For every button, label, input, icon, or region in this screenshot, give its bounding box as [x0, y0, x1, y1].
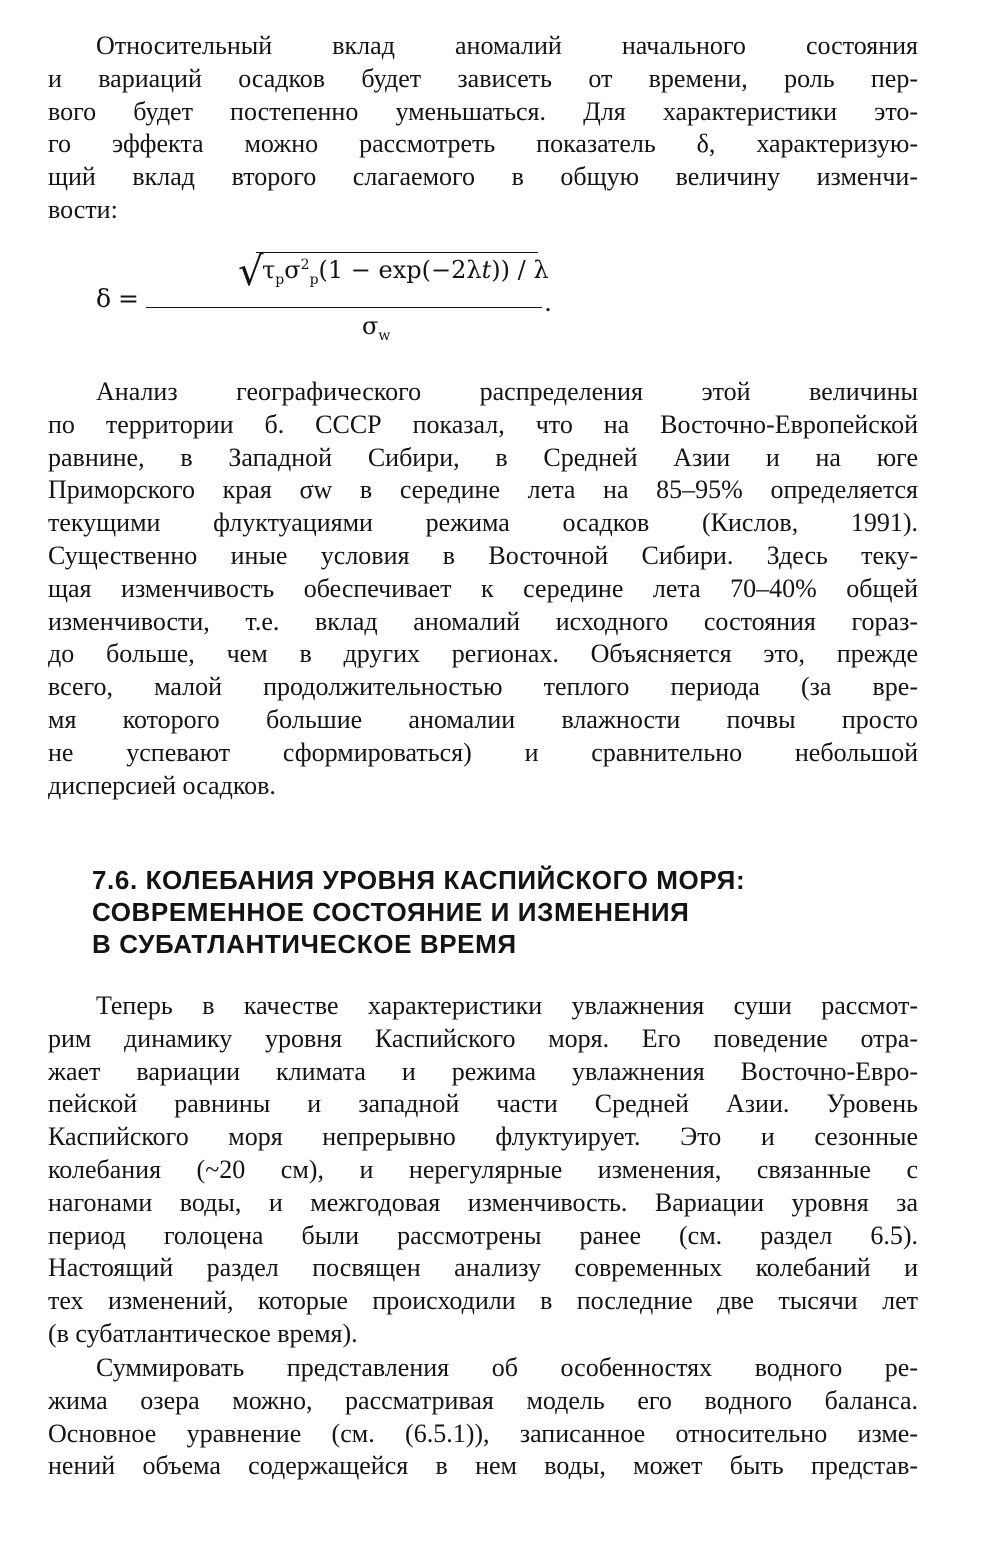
text-line: Каспийского моря непрерывно флуктуирует. Это и сезонные [48, 1122, 918, 1152]
text-line: Приморского края σw в середине лета на 85–95% определяется [48, 475, 918, 505]
sqrt-icon: √ [238, 249, 264, 295]
text-line: щая изменчивость обеспечивает к середине лета 70–40% общей [48, 573, 918, 603]
paragraph-4 [48, 1352, 918, 1483]
section-heading [92, 864, 892, 960]
text-line: дисперсией осадков. [48, 770, 276, 800]
text-line: жает вариации климата и режима увлажнения Восточно-Евро- [48, 1056, 918, 1086]
text-line: Анализ географического распределения этой величины [96, 377, 918, 406]
fraction-bar [146, 307, 542, 308]
text-line: Существенно иные условия в Восточной Сибири. Здесь теку- [48, 540, 918, 570]
formula-denominator: $\sigma_w$ [362, 312, 391, 344]
text-line: текущими флуктуациями режима осадков (Кислов, 1991). [48, 508, 918, 538]
text-line: равнине, в Западной Сибири, в Средней Азии и на юге [48, 442, 918, 472]
heading-line: В СУБАТЛАНТИЧЕСКОЕ ВРЕМЯ [92, 929, 517, 959]
heading-line: СОВРЕМЕННОЕ СОСТОЯНИЕ И ИЗМЕНЕНИЯ [92, 897, 690, 927]
heading-line: 7.6. КОЛЕБАНИЯ УРОВНЯ КАСПИЙСКОГО МОРЯ: [92, 865, 746, 895]
text-line: нений объема содержащейся в нем воды, может быть представ- [48, 1451, 918, 1481]
formula-numerator: $\tau_p\sigma^2_p(1 - \exp(-2\lambda t)) / \lambda$ [262, 256, 549, 288]
text-line: го эффекта можно рассмотреть показатель δ, характеризую- [48, 129, 918, 159]
formula-lhs: δ [96, 284, 112, 313]
text-line: изменчивости, т.е. вклад аномалий исходного состояния гораз- [48, 606, 918, 636]
text-line: мя которого большие аномалии влажности почвы просто [48, 704, 918, 734]
paragraph-1 [48, 30, 918, 227]
paragraph-3 [48, 990, 918, 1351]
text-line: и вариаций осадков будет зависеть от времени, роль пер- [48, 63, 918, 93]
formula-terminator: . [544, 288, 552, 317]
text-line: Суммировать представления об особенностях водного ре- [96, 1353, 918, 1382]
sqrt-overline [256, 252, 538, 253]
text-line: Настоящий раздел посвящен анализу современных колебаний и [48, 1253, 918, 1283]
text-line: Теперь в качестве характеристики увлажнения суши рассмот- [96, 991, 918, 1020]
delta-formula [96, 244, 552, 354]
text-line: не успевают сформироваться) и сравнительно небольшой [48, 737, 918, 767]
text-line: вости: [48, 194, 118, 224]
text-line: жима озера можно, рассматривая модель его водного баланса. [48, 1385, 918, 1415]
text-line: Относительный вклад аномалий начального состояния [96, 31, 918, 60]
text-line: (в субатлантическое время). [48, 1318, 358, 1348]
text-line: рим динамику уровня Каспийского моря. Его поведение отра- [48, 1023, 918, 1053]
formula-equals: = [118, 284, 139, 313]
text-line: тех изменений, которые происходили в последние две тысячи лет [48, 1286, 918, 1316]
text-line: пейской равнины и западной части Средней Азии. Уровень [48, 1089, 918, 1119]
text-line: колебания (~20 см), и нерегулярные изменения, связанные с [48, 1154, 918, 1184]
text-line: щий вклад второго слагаемого в общую величину изменчи- [48, 162, 918, 192]
text-line: до больше, чем в других регионах. Объясняется это, прежде [48, 639, 918, 669]
text-line: период голоцена были рассмотрены ранее (см. раздел 6.5). [48, 1220, 918, 1250]
text-line: по территории б. СССР показал, что на Восточно-Европейской [48, 409, 918, 439]
paragraph-2 [48, 376, 918, 802]
text-line: нагонами воды, и межгодовая изменчивость. Вариации уровня за [48, 1187, 918, 1217]
text-line: вого будет постепенно уменьшаться. Для характеристики это- [48, 96, 918, 126]
text-line: Основное уравнение (см. (6.5.1)), записанное относительно изме- [48, 1418, 918, 1448]
text-line: всего, малой продолжительностью теплого периода (за вре- [48, 672, 918, 702]
